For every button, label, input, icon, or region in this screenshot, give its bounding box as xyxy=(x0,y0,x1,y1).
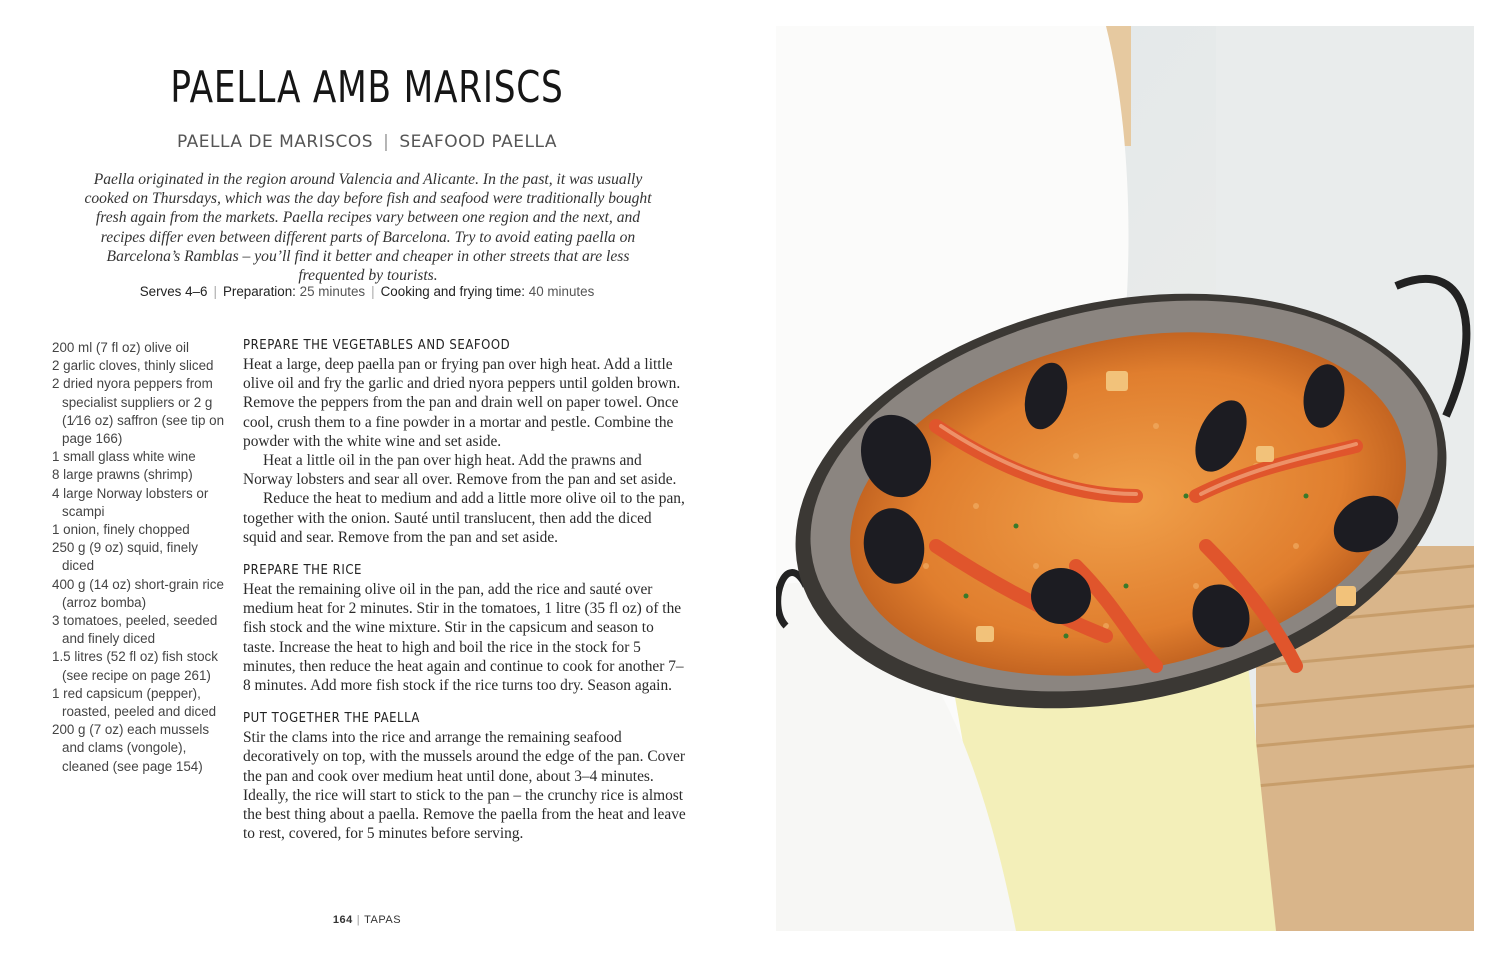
meta-divider: | xyxy=(371,284,375,299)
ingredient-item: 3 tomatoes, peeled, seeded and finely diced xyxy=(52,613,218,647)
ingredient-item: 1 red capsicum (pepper), roasted, peeled and diced xyxy=(52,685,217,720)
ingredient-item: 200 g (7 oz) each mussels and clams (vongole), cleaned (see page 154) xyxy=(52,722,210,774)
recipe-meta xyxy=(0,284,734,299)
step-paragraph: Heat the remaining olive oil in the pan, add the rice and sauté over medium heat for 2 minutes. Stir in the tomatoes, 1 litre (35 fl oz) of the fish stock and the wine mixture. Stir in the capsicum and season to taste. Increase the heat to high and boil the rice in the stock for 5 minutes, then reduce the heat again and continue to cook for another 7–8 minutes. Add more fish stock if the rice turns too dry. Season again. xyxy=(243,581,684,695)
footer-separator: | xyxy=(356,914,361,926)
ingredient-item: 8 large prawns (shrimp) xyxy=(52,467,193,483)
cook-value: 40 minutes xyxy=(528,284,595,299)
ingredient-list xyxy=(52,339,232,776)
prep-value: 25 minutes xyxy=(299,284,366,299)
ingredient-item: 4 large Norway lobsters or scampi xyxy=(52,485,209,519)
cook-label: Cooking and frying time: xyxy=(380,284,526,299)
step-heading: PREPARE THE VEGETABLES AND SEAFOOD xyxy=(243,338,511,353)
page-number: 164 xyxy=(332,914,353,926)
step-paragraph: Heat a large, deep paella pan or frying pan over high heat. Add a little olive oil and fry the garlic and dried nyora peppers until golden brown. Remove the peppers from the pan and drain well on paper towel. Once cool, crush them to a fine powder in a mortar and pestle. Combine the powder with the white wine and set aside. xyxy=(243,356,681,450)
step-vegetables-seafood xyxy=(243,336,688,547)
step-rice xyxy=(243,561,688,695)
step-paragraph: Reduce the heat to medium and add a little more olive oil to the pan, together with the onion. Sauté until translucent, then add the diced squid and sear. Remove from the pan and set aside. xyxy=(243,490,685,546)
ingredient-item: 1 onion, finely chopped xyxy=(52,522,190,538)
ingredient-item: 2 garlic cloves, thinly sliced xyxy=(52,358,214,374)
ingredient-item: 250 g (9 oz) squid, finely diced xyxy=(52,540,198,574)
serves: Serves 4–6 xyxy=(139,284,208,299)
subtitle-english: SEAFOOD PAELLA xyxy=(399,132,558,152)
method-section xyxy=(243,336,688,857)
ingredient-item: 200 ml (7 fl oz) olive oil xyxy=(52,340,189,355)
section-name: TAPAS xyxy=(364,914,402,926)
step-paragraph: Stir the clams into the rice and arrange the remaining seafood decoratively on top, with the mussels around the edge of the pan. Cover the pan and cook over medium heat until done, about 3–4 minutes. Ideally, the rice will start to stick to the pan – the crunchy rice is almost the best thing about a paella. Remove the paella from the heat and leave to rest, covered, for 5 minutes before serving. xyxy=(243,729,686,843)
ingredient-item: 1.5 litres (52 fl oz) fish stock (see recipe on page 261) xyxy=(52,649,218,683)
ingredient-item: 2 dried nyora peppers from specialist suppliers or 2 g (1⁄16 oz) saffron (see tip on page 166) xyxy=(52,376,225,447)
ingredient-item: 1 small glass white wine xyxy=(52,449,196,465)
recipe-subtitle xyxy=(0,132,734,152)
paella-photo xyxy=(776,26,1474,931)
meta-divider: | xyxy=(213,284,217,299)
prep-label: Preparation: xyxy=(222,284,296,299)
recipe-title: PAELLA AMB MARISCS xyxy=(170,62,564,113)
ingredient-item: 400 g (14 oz) short-grain rice (arroz bomba) xyxy=(52,576,224,610)
step-paragraph: Heat a little oil in the pan over high heat. Add the prawns and Norway lobsters and sear all over. Remove from the pan and set aside. xyxy=(243,452,677,489)
step-assemble xyxy=(243,709,688,843)
step-heading: PREPARE THE RICE xyxy=(243,563,362,579)
paella-illustration xyxy=(776,26,1474,931)
recipe-page xyxy=(0,0,740,957)
step-heading: PUT TOGETHER THE PAELLA xyxy=(243,711,420,727)
subtitle-catalan: PAELLA DE MARISCOS xyxy=(176,132,374,152)
subtitle-separator: | xyxy=(383,132,390,152)
recipe-intro: Paella originated in the region around Valencia and Alicante. In the past, it was usually cooked on Thursdays, which was the day before fish and seafood were traditionally bought fresh again from the markets. Paella recipes vary between one region and the next, and recipes differ even between different parts of Barcelona. Try to avoid eating paella on Barcelona’s Ramblas – you’ll find it better and cheaper in other streets that are less frequented by tourists. xyxy=(84,171,652,285)
page-footer xyxy=(0,914,734,926)
